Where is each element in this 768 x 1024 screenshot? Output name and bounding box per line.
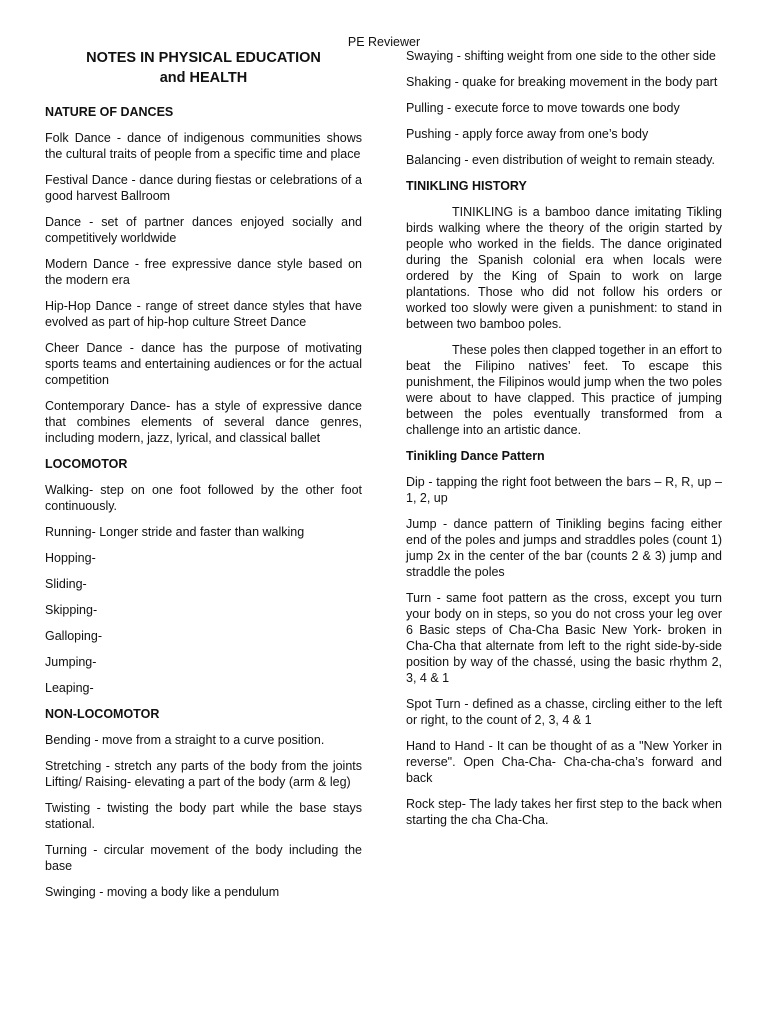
item-pulling: Pulling - execute force to move towards one body xyxy=(406,101,680,115)
section-heading-nature-of-dances: NATURE OF DANCES xyxy=(45,105,174,119)
section-heading-tinikling-history: TINIKLING HISTORY xyxy=(406,179,527,193)
paragraph-festival-dance: Festival Dance - dance during fiestas or celebrations of a good harvest Ballroom xyxy=(45,173,362,203)
paragraph-modern-dance: Modern Dance - free expressive dance style based on the modern era xyxy=(45,257,362,287)
item-dip: Dip - tapping the right foot between the bars – R, R, up – 1, 2, up xyxy=(406,475,722,505)
paragraph-cheer-dance: Cheer Dance - dance has the purpose of motivating sports teams and entertaining audiences or for the actual competition xyxy=(45,341,362,387)
item-skipping: Skipping- xyxy=(45,603,98,617)
item-bending: Bending - move from a straight to a curve position. xyxy=(45,733,325,747)
item-pushing: Pushing - apply force away from one’s body xyxy=(406,127,649,141)
title-line-1: NOTES IN PHYSICAL EDUCATION xyxy=(86,50,321,66)
paragraph-ballroom-dance: Dance - set of partner dances enjoyed socially and competitively worldwide xyxy=(45,215,362,245)
title-line-2: and HEALTH xyxy=(159,70,248,86)
section-heading-locomotor: LOCOMOTOR xyxy=(45,457,128,471)
item-jumping: Jumping- xyxy=(45,655,97,669)
section-heading-non-locomotor: NON-LOCOMOTOR xyxy=(45,707,160,721)
item-twisting: Twisting - twisting the body part while the base stays stational. xyxy=(45,801,362,831)
item-swinging: Swinging - moving a body like a pendulum xyxy=(45,885,280,899)
item-turn: Turn - same foot pattern as the cross, except you turn your body on in steps, so you do not cross your leg over 6 Basic steps of Cha-Cha Basic New York- broken in Cha-Cha that alternate from left to the right side-by-side position by way of the chassé, using the basic rhythm 2, 3, 4 & 1 xyxy=(406,591,722,685)
item-rock-step: Rock step- The lady takes her first step to the back when starting the cha Cha-Cha. xyxy=(406,797,722,827)
item-hand-to-hand: Hand to Hand - It can be thought of as a "New Yorker in reverse". Open Cha-Cha- Cha-cha-cha’s forward and back xyxy=(406,739,722,785)
item-running: Running- Longer stride and faster than walking xyxy=(45,525,305,539)
left-column xyxy=(45,48,362,910)
item-jump: Jump - dance pattern of Tinikling begins facing either end of the poles and jumps and straddles poles (count 1) jump 2x in the center of the bar (counts 2 & 3) jump and straddle the poles xyxy=(406,517,722,579)
right-column xyxy=(406,48,722,838)
section-heading-tinikling-dance-pattern: Tinikling Dance Pattern xyxy=(406,449,545,463)
paragraph-history-2: These poles then clapped together in an effort to beat the Filipino natives’ feet. To escape this punishment, the Filipinos would jump when the two poles were about to have clapped. This practice of jumping between the poles eventually transformed from a challenge into an artistic dance. xyxy=(406,343,722,437)
item-stretching: Stretching - stretch any parts of the body from the joints Lifting/ Raising- elevating a part of the body (arm & leg) xyxy=(45,759,362,789)
item-sliding: Sliding- xyxy=(45,577,87,591)
item-spot-turn: Spot Turn - defined as a chasse, circling either to the left or right, to the count of 2, 3, 4 & 1 xyxy=(406,697,722,727)
item-balancing: Balancing - even distribution of weight to remain steady. xyxy=(406,153,715,167)
paragraph-contemporary-dance: Contemporary Dance- has a style of expressive dance that combines elements of several dance genres, including modern, jazz, lyrical, and classical ballet xyxy=(45,399,362,445)
item-turning: Turning - circular movement of the body including the base xyxy=(45,843,362,873)
item-shaking: Shaking - quake for breaking movement in the body part xyxy=(406,75,718,89)
item-leaping: Leaping- xyxy=(45,681,94,695)
item-swaying: Swaying - shifting weight from one side to the other side xyxy=(406,49,716,63)
paragraph-hip-hop-dance: Hip-Hop Dance - range of street dance styles that have evolved as part of hip-hop culture Street Dance xyxy=(45,299,362,329)
page-header: PE Reviewer xyxy=(347,35,421,49)
paragraph-history-1: TINIKLING is a bamboo dance imitating Tikling birds walking where the theory of the origin started by people who worked in the fields. The dance originated during the Spanish colonial era when locals were ordered by the King of Spain to work on large plantations. Those who did not follow his orders or worked too slowly were given a punishment: to stand in between two bamboo poles. xyxy=(406,205,722,331)
item-galloping: Galloping- xyxy=(45,629,102,643)
paragraph-folk-dance: Folk Dance - dance of indigenous communities shows the cultural traits of people from a specific time and place xyxy=(45,131,362,161)
item-walking: Walking- step on one foot followed by the other foot continuously. xyxy=(45,483,362,513)
document-title xyxy=(45,48,362,88)
item-hopping: Hopping- xyxy=(45,551,96,565)
